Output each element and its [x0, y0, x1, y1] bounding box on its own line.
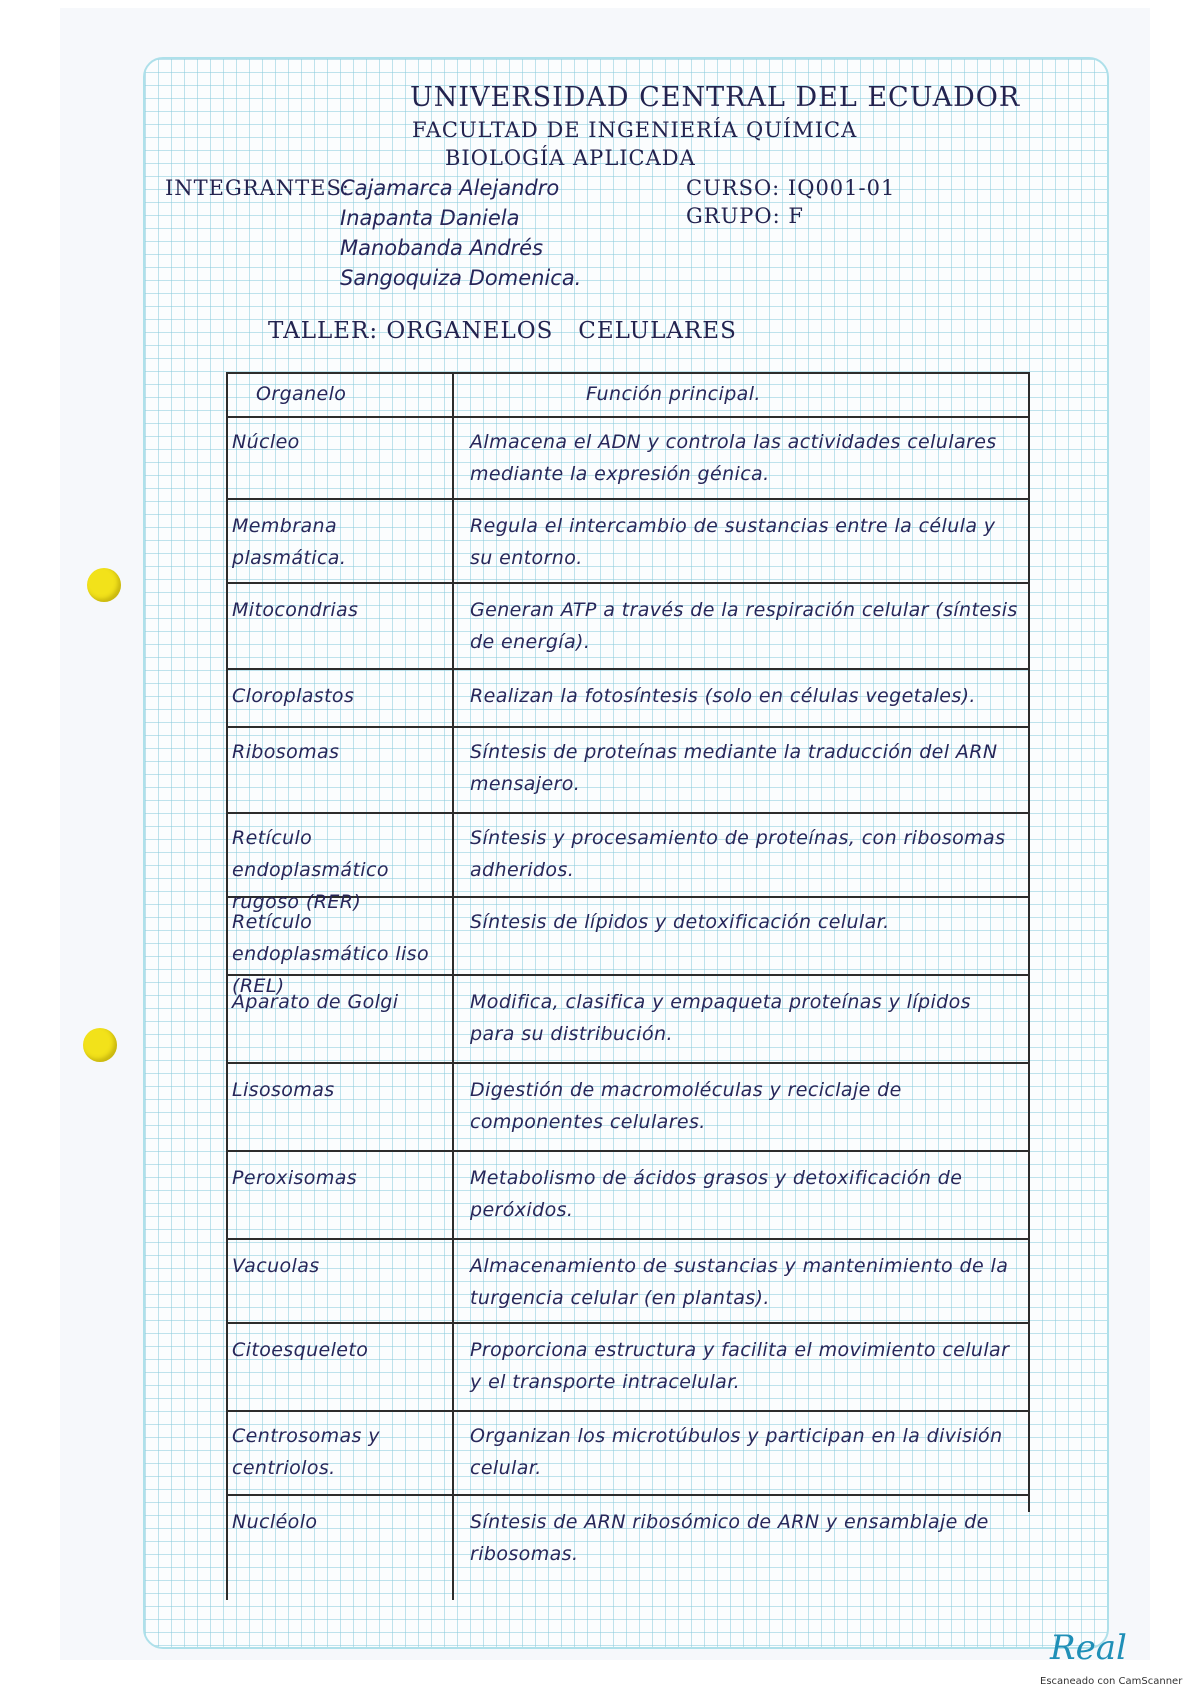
organelle-function: Modifica, clasifica y empaqueta proteínas y lípidos para su distribución.	[470, 991, 971, 1045]
organelle-name: Citoesqueleto	[232, 1339, 369, 1361]
organelle-name: Aparato de Golgi	[232, 991, 399, 1013]
table-row-line	[226, 498, 1030, 500]
member-name: Cajamarca Alejandro	[340, 176, 560, 200]
table-row-line	[226, 372, 1030, 374]
organelle-function: Realizan la fotosíntesis (solo en células vegetales).	[470, 685, 976, 707]
organelle-function: Síntesis de lípidos y detoxificación celular.	[470, 911, 890, 933]
table-row-line	[226, 1410, 1030, 1412]
organelle-function: Síntesis y procesamiento de proteínas, con ribosomas adheridos.	[470, 827, 1006, 881]
table-row-line	[226, 668, 1030, 670]
organelles-table	[226, 372, 1030, 1600]
organelle-function: Organizan los microtúbulos y participan en la división celular.	[470, 1425, 1003, 1479]
organelle-function: Síntesis de proteínas mediante la traducción del ARN mensajero.	[470, 741, 998, 795]
organelle-function: Digestión de macromoléculas y reciclaje de componentes celulares.	[470, 1079, 902, 1133]
organelle-name: Núcleo	[232, 431, 300, 453]
organelle-name: Mitocondrias	[232, 599, 359, 621]
scanner-watermark: Escaneado con CamScanner	[1040, 1676, 1183, 1687]
organelle-name: Peroxisomas	[232, 1167, 358, 1189]
binder-hole-bottom	[83, 1028, 117, 1062]
table-border-left	[226, 372, 228, 1600]
table-row-line	[226, 1238, 1030, 1240]
organelle-function: Proporciona estructura y facilita el movimiento celular y el transporte intracelular.	[470, 1339, 1010, 1393]
organelle-function: Síntesis de ARN ribosómico de ARN y ensamblaje de ribosomas.	[470, 1511, 989, 1565]
table-row-line	[226, 1322, 1030, 1324]
organelle-function: Almacenamiento de sustancias y mantenimiento de la turgencia celular (en plantas).	[470, 1255, 1009, 1309]
organelle-name: Vacuolas	[232, 1255, 320, 1277]
binder-hole-top	[87, 568, 121, 602]
member-name: Sangoquiza Domenica.	[340, 266, 582, 290]
organelle-name: Retículo endoplasmático liso (REL)	[232, 911, 429, 997]
table-row-line	[226, 1062, 1030, 1064]
organelle-name: Nucléolo	[232, 1511, 318, 1533]
organelle-name: Membrana plasmática.	[232, 515, 347, 569]
organelle-function: Almacena el ADN y controla las actividades celulares mediante la expresión génica.	[470, 431, 997, 485]
organelle-name: Ribosomas	[232, 741, 340, 763]
organelle-name: Centrosomas y centriolos.	[232, 1425, 380, 1479]
organelle-function: Metabolismo de ácidos grasos y detoxificación de peróxidos.	[470, 1167, 963, 1221]
notebook-brand-logo: Real	[1050, 1628, 1127, 1668]
organelle-function: Regula el intercambio de sustancias entre la célula y su entorno.	[470, 515, 996, 569]
table-row-line	[226, 812, 1030, 814]
table-column-divider	[452, 372, 454, 1600]
organelle-function: Generan ATP a través de la respiración celular (síntesis de energía).	[470, 599, 1018, 653]
university-title: UNIVERSIDAD CENTRAL DEL ECUADOR	[410, 82, 1021, 113]
faculty-title: FACULTAD DE INGENIERÍA QUÍMICA	[412, 118, 858, 142]
member-name: Inapanta Daniela	[340, 206, 520, 230]
table-row-line	[226, 582, 1030, 584]
table-border-right	[1028, 372, 1030, 1512]
group-info: GRUPO: F	[686, 204, 804, 228]
table-header-funcion: Función principal.	[586, 383, 761, 405]
table-row-line	[226, 416, 1030, 418]
table-row-line	[226, 1150, 1030, 1152]
organelle-name: Cloroplastos	[232, 685, 355, 707]
organelle-name: Retículo endoplasmático rugoso (RER)	[232, 827, 389, 913]
members-label: INTEGRANTES:	[165, 176, 350, 200]
table-header-organelo: Organelo	[256, 383, 347, 405]
workshop-title: TALLER: ORGANELOS CELULARES	[268, 318, 737, 344]
organelle-name: Lisosomas	[232, 1079, 335, 1101]
table-row-line	[226, 726, 1030, 728]
course-info: CURSO: IQ001-01	[686, 176, 896, 200]
subject-title: BIOLOGÍA APLICADA	[445, 146, 696, 170]
member-name: Manobanda Andrés	[340, 236, 544, 260]
table-row-line	[226, 1494, 1030, 1496]
